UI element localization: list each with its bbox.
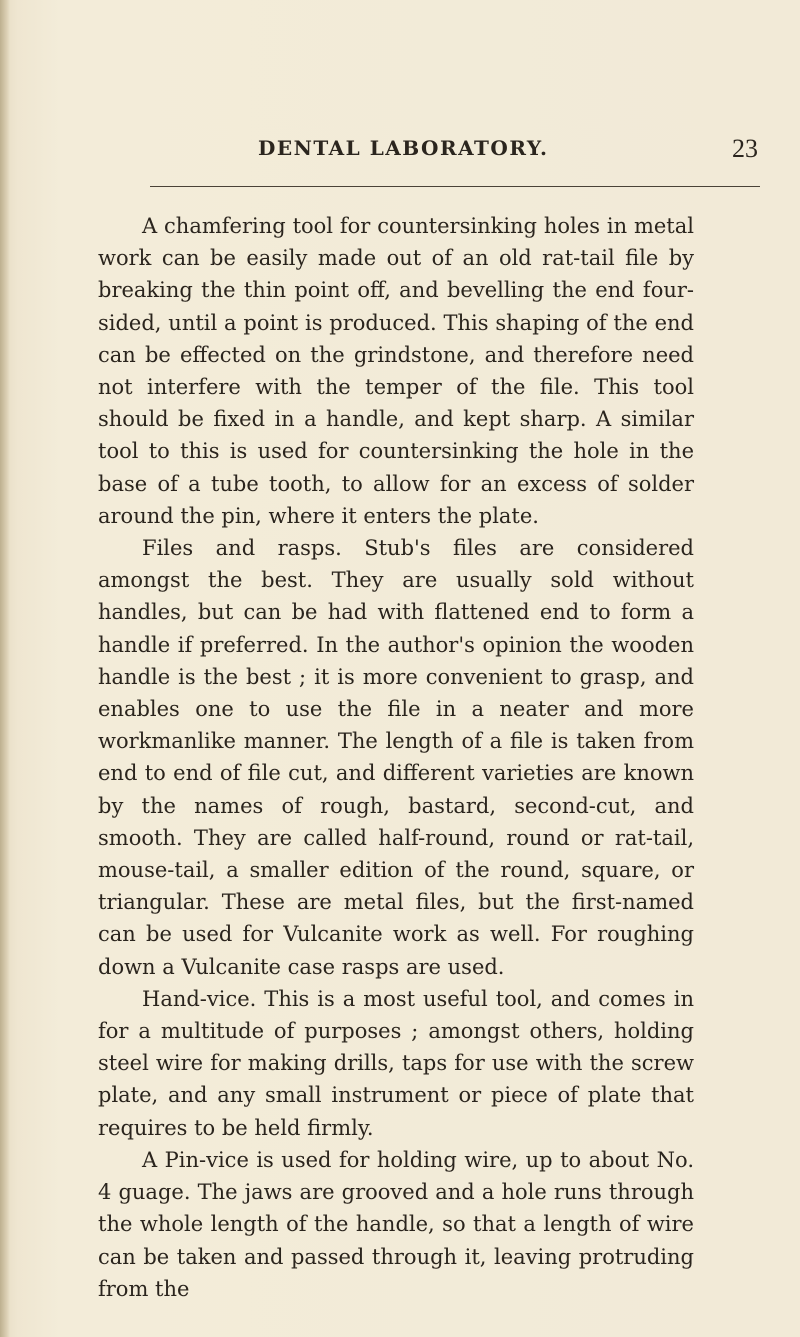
page-header <box>258 136 758 166</box>
body-text <box>98 210 694 1305</box>
paragraph-chamfering-tool: A chamfering tool for countersinking holes in metal work can be easily made out of an old rat-tail file by breaking the thin point off, and bevelling the end four-sided, until a point is produced. This shaping of the end can be effected on the grindstone, and therefore need not interfere with the temper of the file. This tool should be fixed in a handle, and kept sharp. A similar tool to this is used for countersinking the hole in the base of a tube tooth, to allow for an excess of solder around the pin, where it enters the plate. <box>98 214 694 528</box>
paragraph-hand-vice: Hand-vice. This is a most useful tool, and comes in for a multitude of purposes ; amongst others, holding steel wire for making drills, taps for use with the screw plate, and any small instrument or piece of plate that requires to be held firmly. <box>98 986 694 1140</box>
paragraph-pin-vice: A Pin-vice is used for holding wire, up to about No. 4 guage. The jaws are grooved and a hole runs through the whole length of the handle, so that a length of wire can be taken and passed through it, leaving protruding from the <box>98 1147 694 1301</box>
header-rule <box>150 186 760 187</box>
page-binding-edge <box>0 0 10 1337</box>
running-head: DENTAL LABORATORY. <box>258 136 549 160</box>
paragraph-files-and-rasps: Files and rasps. Stub's files are considered amongst the best. They are usually sold without handles, but can be had with flattened end to form a handle if preferred. In the author's opinion the wooden handle is the best ; it is more convenient to grasp, and enables one to use the file in a neater and more workmanlike manner. The length of a file is taken from end to end of file cut, and different varieties are known by the names of rough, bastard, second-cut, and smooth. They are called half-round, round or rat-tail, mouse-tail, a smaller edition of the round, square, or triangular. These are metal files, but the first-named can be used for Vulcanite work as well. For roughing down a Vulcanite case rasps are used. <box>98 536 694 979</box>
page-number: 23 <box>732 134 758 163</box>
